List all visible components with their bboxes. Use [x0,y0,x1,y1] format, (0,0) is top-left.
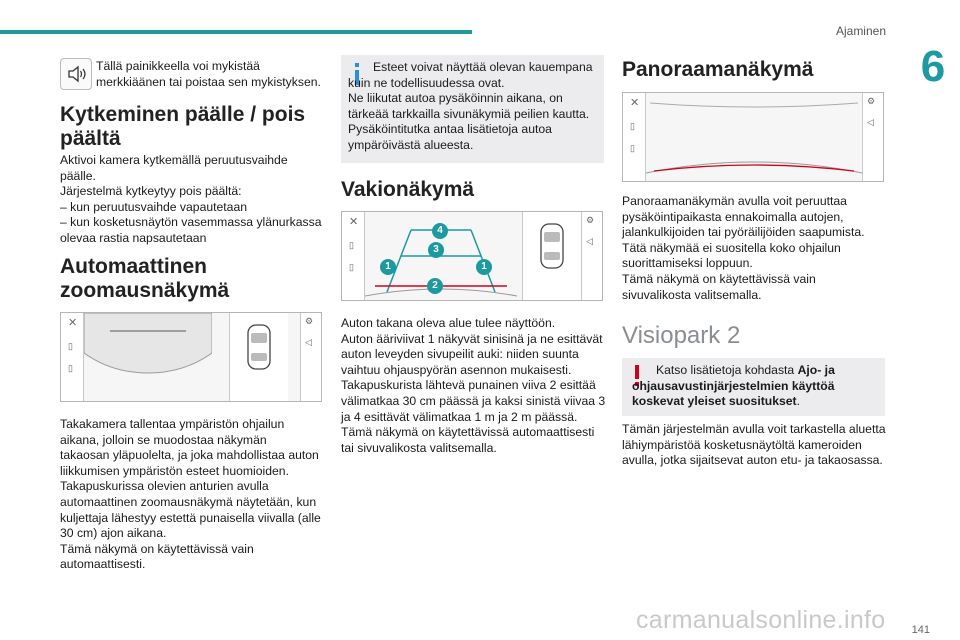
rear-view-camera-image [84,313,212,401]
mute-description: Tällä painikkeella voi mykistää merkkiäänen tai poistaa sen mykistyksen. [96,59,321,89]
warning-note [622,358,885,416]
panorama-figure [622,92,884,182]
heading-auto-zoom: Automaattinen zoomausnäkymä [60,255,230,302]
sensor-icon: ▯ [68,341,73,351]
lock-icon: ▯ [68,363,73,373]
heading-visiopark: Visiopark 2 [622,322,741,349]
auto-zoom-paragraph: Takakamera tallentaa ympäristön ohjailun aikana, jolloin se muodostaa näkymän takaosan yläpuolelta, ja joka mahdollistaa auton liikkumisen ympäristön esteet huomioiden. Takapuskurissa olevien anturien avulla automaattinen zoomausnäkymä näytetään, kun kuljettaja lähestyy estettä punaisella viivalla (alle 30 cm) ajon aikana. Tämä näkymä on käytettävissä vain automaattisesti. [60,417,321,572]
close-icon: ✕ [68,317,78,329]
lock-icon: ▯ [630,143,635,153]
heading-standard-view: Vakionäkymä [341,178,475,201]
auto-zoom-figure [60,312,322,402]
speaker-icon: ◁ [586,236,593,246]
switch-paragraph: Aktivoi kamera kytkemällä peruutusvaihde päälle. Järjestelmä kytkeytyy pois päältä: – kun peruutusvaihde vapautetaan – kun kosketusnäytön vasemmassa ylänurkassa olevaa rastia napsautetaan [60,153,322,245]
header-accent-bar [0,30,472,34]
watermark: carmanualsonline.info [636,606,886,634]
visiopark-paragraph: Tämän järjestelmän avulla voit tarkastella aluetta lähiympäristöä kosketusnäytöltä kameroiden avulla, jotka sijaitsevat auton etu- ja takaosassa. [622,422,886,468]
close-icon: ✕ [349,216,359,228]
warning-text-end: . [796,394,801,409]
warning-text [632,363,882,410]
marker-3: 3 [428,242,444,258]
marker-1-right: 1 [476,259,492,275]
marker-1-left: 1 [380,259,396,275]
speaker-icon: ◁ [305,337,312,347]
marker-4: 4 [432,223,448,239]
panorama-paragraph: Panoraamanäkymän avulla voit peruuttaa pysäköintipaikasta ennakoimalla autojen, jalankulkijoiden tai pyöräilijöiden saapumista. Tätä näkymää ei suositella koko ohjailun suorittamiseksi loppuun. Tämä näkymä on käytettävissä vain sivuvalikosta valitsemalla. [622,194,865,302]
speaker-icon: ◁ [867,117,874,127]
warning-text-link: Ajo- ja ohjausavustinjärjestelmien käyttöä koskevat yleiset suositukset [632,363,835,409]
standard-view-figure [341,211,603,301]
info-note-text: Esteet voivat näyttää olevan kauempana kuin ne todellisuudessa ovat. Ne liikutat autoa pysäköinnin aikana, on tärkeää tarkkailla sivunäkymiä peilien kautta. Pysäköintitutka antaa lisätietoja autoa ympäröivästä alueesta. [348,60,593,152]
settings-icon: ⚙ [305,316,314,326]
marker-2: 2 [427,278,443,294]
panorama-camera-image [646,93,862,181]
heading-switch: Kytkeminen päälle / pois päältä [60,103,306,150]
standard-view-paragraph: Auton takana oleva alue tulee näyttöön. Auton ääriviivat 1 näkyvät sinisinä ja ne esittävät auton leveyden sivupeilit auki: niiden suunta vaihtuu ohjauspyörän asennon mukaisesti. Takapuskurista lähtevä punainen viiva 2 esittää välimatkaa 30 cm päässä ja kaksi sinistä viivaa 3 ja 4 esittävät välimatkaa 1 m ja 2 m päässä. Tämä näkymä on käytettävissä automaattisesti tai sivuvalikosta valitsemalla. [341,316,606,455]
warning-text-plain: Katso lisätietoja kohdasta [656,363,798,377]
sensor-icon: ▯ [349,240,354,250]
section-title: Ajaminen [835,24,886,38]
page-number: 141 [911,624,930,636]
chapter-number: 6 [906,40,960,94]
car-top-view [522,212,581,300]
info-note [341,55,604,163]
sensor-icon: ▯ [630,121,635,131]
heading-panorama: Panoraamanäkymä [622,58,814,81]
close-icon: ✕ [630,97,640,109]
settings-icon: ⚙ [867,96,876,106]
car-top-view [229,313,288,401]
lock-icon: ▯ [349,262,354,272]
settings-icon: ⚙ [586,215,595,225]
mute-speaker-icon [60,58,92,90]
